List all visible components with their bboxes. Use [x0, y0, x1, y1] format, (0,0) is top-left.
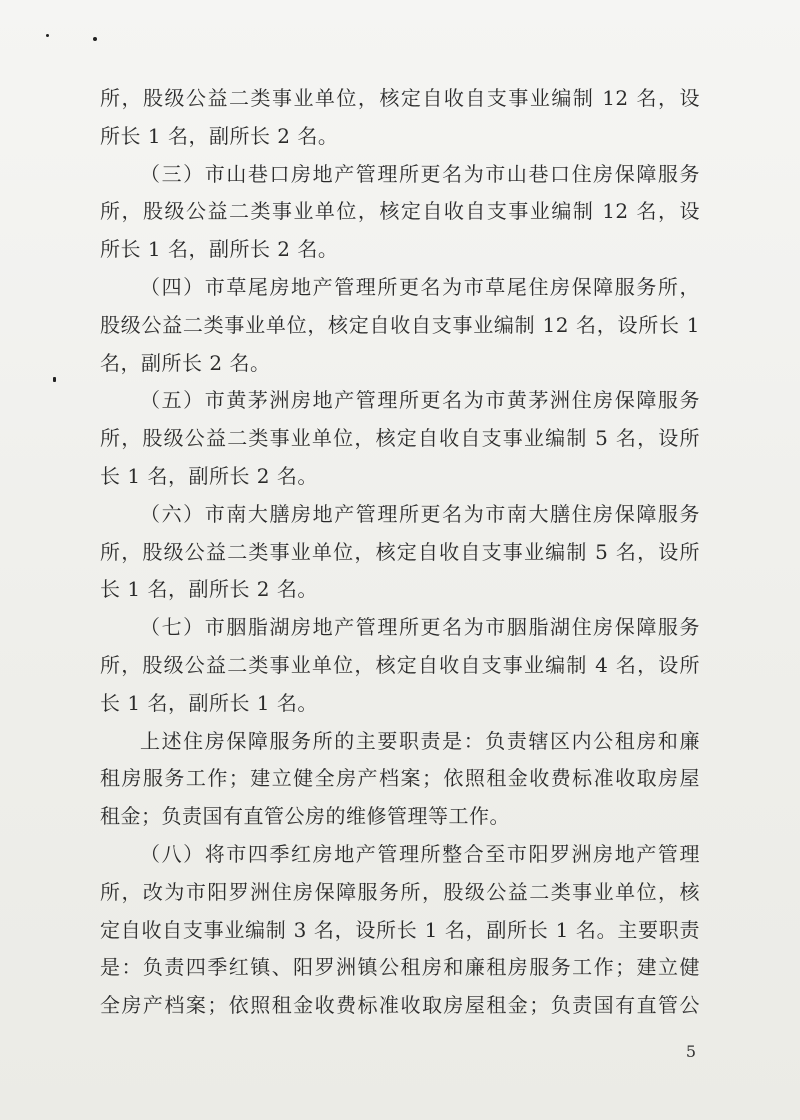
text-line: 租金；负责国有直管公房的维修管理等工作。: [100, 804, 510, 829]
scan-speck: [53, 377, 56, 382]
text-line: 定自收自支事业编制 3 名，设所长 1 名，副所长 1 名。主要职责: [100, 917, 700, 942]
text-line: 所长 1 名，副所长 2 名。: [100, 237, 339, 262]
scan-speck: [93, 37, 97, 41]
text-line: 所，改为市阳罗洲住房保障服务所，股级公益二类事业单位，核: [100, 879, 700, 904]
text-line: 长 1 名，副所长 2 名。: [100, 463, 318, 488]
text-line: 所，股级公益二类事业单位，核定自收自支事业编制 4 名，设所: [100, 652, 700, 677]
paragraph-first-line: （四）市草尾房地产管理所更名为市草尾住房保障服务所，: [140, 274, 700, 299]
paragraph-first-line: （七）市胭脂湖房地产管理所更名为市胭脂湖住房保障服务: [140, 615, 700, 640]
text-line: 所，股级公益二类事业单位，核定自收自支事业编制 12 名，设: [100, 86, 700, 110]
text-line: 所长 1 名，副所长 2 名。: [100, 123, 339, 148]
text-line: 名，副所长 2 名。: [100, 350, 271, 375]
scan-speck: [46, 34, 49, 37]
text-line: 股级公益二类事业单位，核定自收自支事业编制 12 名，设所长 1: [100, 312, 700, 337]
paragraph-first-line: （六）市南大膳房地产管理所更名为市南大膳住房保障服务: [140, 501, 700, 526]
text-line: 所，股级公益二类事业单位，核定自收自支事业编制 12 名，设: [100, 199, 700, 224]
text-line: 所，股级公益二类事业单位，核定自收自支事业编制 5 名，设所: [100, 426, 700, 451]
text-line: 长 1 名，副所长 1 名。: [100, 690, 318, 715]
text-line: 租房服务工作；建立健全房产档案；依照租金收费标准收取房屋: [100, 766, 700, 791]
document-body: [100, 80, 700, 1025]
paragraph-first-line: 上述住房保障服务所的主要职责是：负责辖区内公租房和廉: [140, 728, 700, 753]
text-line: 是：负责四季红镇、阳罗洲镇公租房和廉租房服务工作；建立健: [100, 955, 700, 980]
paragraph-first-line: （三）市山巷口房地产管理所更名为市山巷口住房保障服务: [140, 161, 700, 186]
text-line: 长 1 名，副所长 2 名。: [100, 577, 318, 602]
text-line: 全房产档案；依照租金收费标准收取房屋租金；负责国有直管公: [100, 993, 700, 1018]
paragraph-first-line: （五）市黄茅洲房地产管理所更名为市黄茅洲住房保障服务: [140, 388, 700, 413]
paragraph-first-line: （八）将市四季红房地产管理所整合至市阳罗洲房地产管理: [140, 841, 700, 866]
page-number: 5: [685, 1042, 696, 1061]
text-line: 所，股级公益二类事业单位，核定自收自支事业编制 5 名，设所: [100, 539, 700, 564]
